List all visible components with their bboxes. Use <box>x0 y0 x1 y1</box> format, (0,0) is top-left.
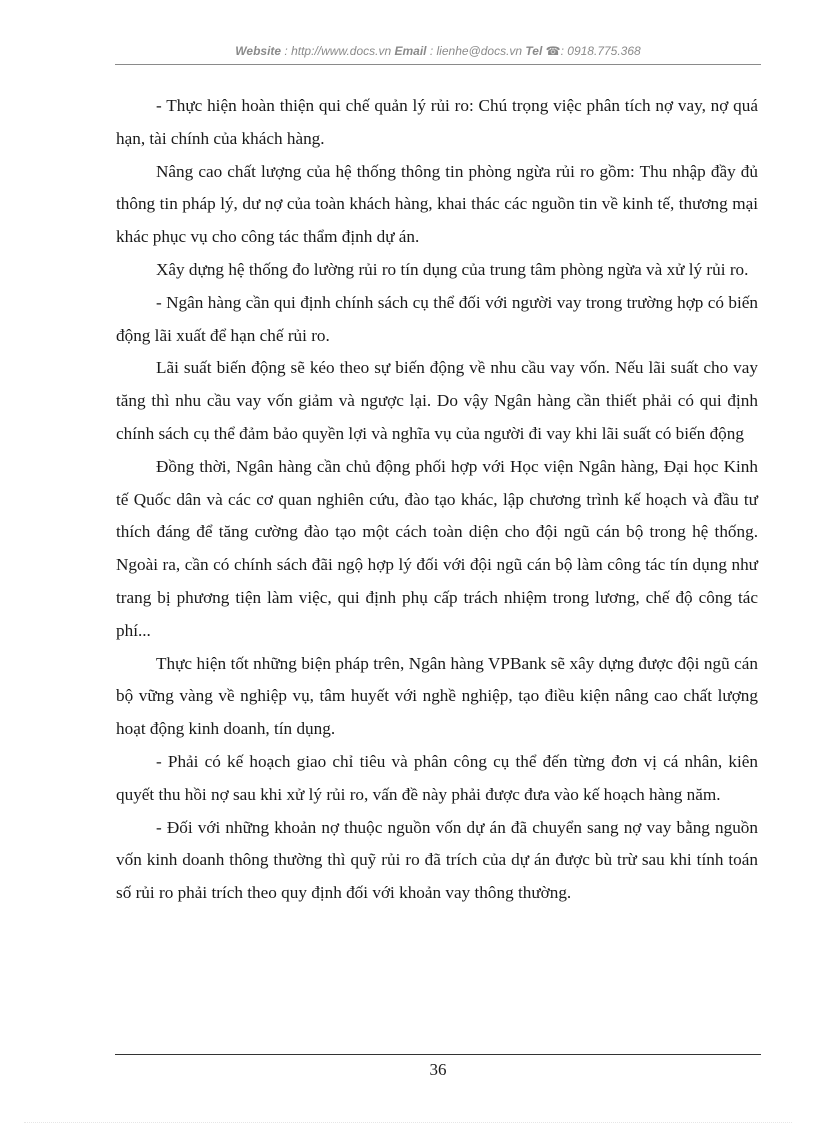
paragraph: - Đối với những khoản nợ thuộc nguồn vốn dự án đã chuyển sang nợ vay bằng nguồn vốn kinh doanh thông thường thì quỹ rủi ro đã trích của dự án được bù trừ sau khi tính toán số rủi ro phải trích theo quy định đối với khoản vay thông thường. <box>116 817 758 903</box>
paragraph: Thực hiện tốt những biện pháp trên, Ngân hàng VPBank sẽ xây dựng được đội ngũ cán bộ vững vàng về nghiệp vụ, tâm huyết với nghề nghiệp, tạo điều kiện nâng cao chất lượng hoạt động kinh doanh, tín dụng. <box>116 653 758 739</box>
paragraph: Xây dựng hệ thống đo lường rủi ro tín dụng của trung tâm phòng ngừa và xử lý rủi ro. <box>156 259 749 279</box>
tel-label: Tel <box>525 44 543 58</box>
email-label: Email <box>394 44 427 58</box>
tel-number: ☎: 0918.775.368 <box>545 44 641 58</box>
footer-divider <box>115 1054 761 1055</box>
website-label: Website <box>235 44 282 58</box>
header-divider <box>115 64 761 65</box>
paragraph: - Ngân hàng cần qui định chính sách cụ thể đối với người vay trong trường hợp có biến động lãi xuất để hạn chế rủi ro. <box>116 292 758 345</box>
email-address: : lienhe@docs.vn <box>429 44 523 58</box>
page-header <box>115 44 761 58</box>
paragraph: - Thực hiện hoàn thiện qui chế quản lý rủi ro: Chú trọng việc phân tích nợ vay, nợ quá hạn, tài chính của khách hàng. <box>116 96 758 148</box>
document-body <box>116 90 758 910</box>
website-url: : http://www.docs.vn <box>284 44 392 58</box>
paragraph: Nâng cao chất lượng của hệ thống thông tin phòng ngừa rủi ro gồm: Thu nhập đầy đủ thông tin pháp lý, dư nợ của toàn khách hàng, khai thác các nguồn tin về kinh tế, thương mại khác phục vụ cho công tác thẩm định dự án. <box>116 161 758 247</box>
page-number: 36 <box>429 1060 447 1079</box>
paragraph: Đồng thời, Ngân hàng cần chủ động phối hợp với Học viện Ngân hàng, Đại học Kinh tế Quốc dân và các cơ quan nghiên cứu, đào tạo khác, lập chương trình kế hoạch và đầu tư thích đáng để tăng cường đào tạo một cách toàn diện cho đội ngũ cán bộ trong hệ thống. Ngoài ra, cần có chính sách đãi ngộ hợp lý đối với đội ngũ cán bộ làm công tác tín dụng như trang bị phương tiện làm việc, qui định phụ cấp trách nhiệm trong lương, chế độ công tác phí... <box>116 456 758 640</box>
paragraph: - Phải có kế hoạch giao chỉ tiêu và phân công cụ thể đến từng đơn vị cá nhân, kiên quyết thu hồi nợ sau khi xử lý rủi ro, vấn đề này phải được đưa vào kế hoạch hàng năm. <box>116 751 758 804</box>
paragraph: Lãi suất biến động sẽ kéo theo sự biến động về nhu cầu vay vốn. Nếu lãi suất cho vay tăng thì nhu cầu vay vốn giảm và ngược lại. Do vậy Ngân hàng cần thiết phải có qui định chính sách cụ thể đảm bảo quyền lợi và nghĩa vụ của người đi vay khi lãi suất có biến động <box>116 358 758 443</box>
